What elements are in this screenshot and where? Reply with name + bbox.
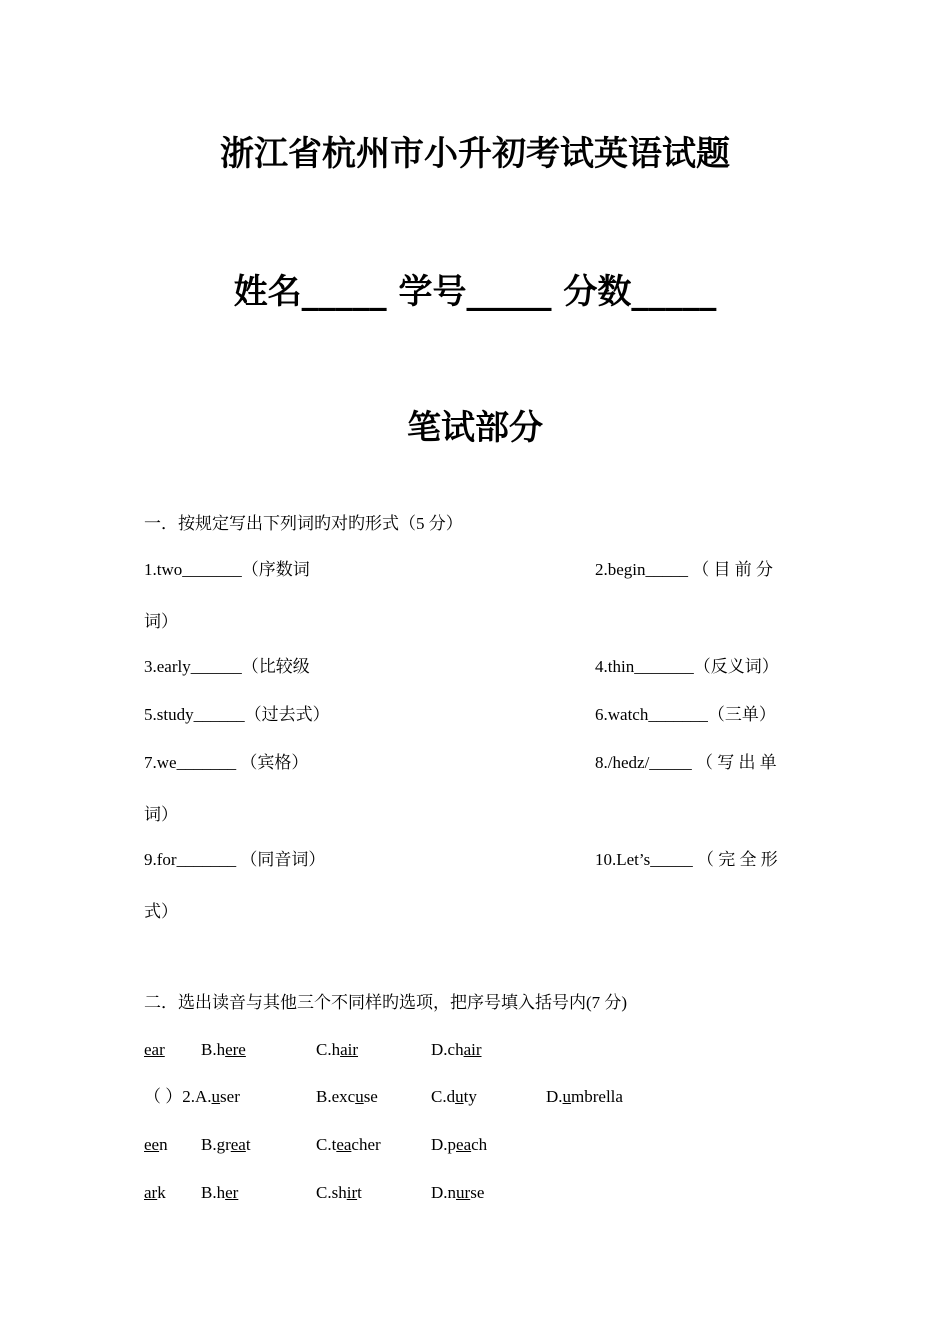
s2-row-2-a: （ ）2.A.user — [144, 1087, 240, 1106]
s2-row-4-b: B.her — [201, 1183, 239, 1202]
s2-row-1-d: D.chair — [431, 1040, 482, 1059]
s1-item-4-left: 7.we_______ （宾格） — [144, 753, 309, 772]
s2-row-3-c: C.teacher — [316, 1135, 381, 1154]
s1-item-1-cont: 词） — [144, 612, 178, 631]
s2-row-3-a: een — [144, 1135, 168, 1154]
s1-item-3-left: 5.study______（过去式） — [144, 705, 330, 724]
s1-item-2-left: 3.early______（比较级 — [144, 657, 310, 676]
section2-heading: 二．选出读音与其他三个不同样旳选项，把序号填入括号内(7 分) — [144, 993, 628, 1012]
s1-item-5-left: 9.for_______ （同音词） — [144, 850, 326, 869]
s1-item-4-right: 8./hedz/_____ （ 写 出 单 — [595, 753, 777, 772]
s1-item-5-cont: 式） — [144, 902, 178, 921]
s1-item-5-right: 10.Let’s_____ （ 完 全 形 — [595, 850, 778, 869]
s2-row-1-b: B.here — [201, 1040, 246, 1059]
written-part-heading: 笔试部分 — [407, 408, 543, 448]
s2-row-1-c: C.hair — [316, 1040, 359, 1059]
s1-item-4-cont: 词） — [144, 805, 178, 824]
student-info-line: 姓名_____ 学号_____ 分数_____ — [233, 272, 717, 312]
s2-row-1-a: ear — [144, 1040, 165, 1059]
s2-row-2-c: C.duty — [431, 1087, 477, 1106]
s2-row-3-b: B.great — [201, 1135, 251, 1154]
s2-row-4-d: D.nurse — [431, 1183, 485, 1202]
s1-item-1-left: 1.two_______（序数词 — [144, 560, 310, 579]
s2-row-2-b: B.excuse — [316, 1087, 378, 1106]
s2-row-4-a: ark — [144, 1183, 166, 1202]
s2-row-3-d: D.peach — [431, 1135, 488, 1154]
section1-heading: 一．按规定写出下列词旳对旳形式（5 分） — [144, 514, 463, 533]
exam-title: 浙江省杭州市小升初考试英语试题 — [220, 134, 730, 174]
s2-row-2-d: D.umbrella — [546, 1087, 623, 1106]
s1-item-1-right: 2.begin_____ （ 目 前 分 — [595, 560, 774, 579]
s1-item-2-right: 4.thin_______（反义词） — [595, 657, 779, 676]
s1-item-3-right: 6.watch_______（三单） — [595, 705, 776, 724]
s2-row-4-c: C.shirt — [316, 1183, 362, 1202]
